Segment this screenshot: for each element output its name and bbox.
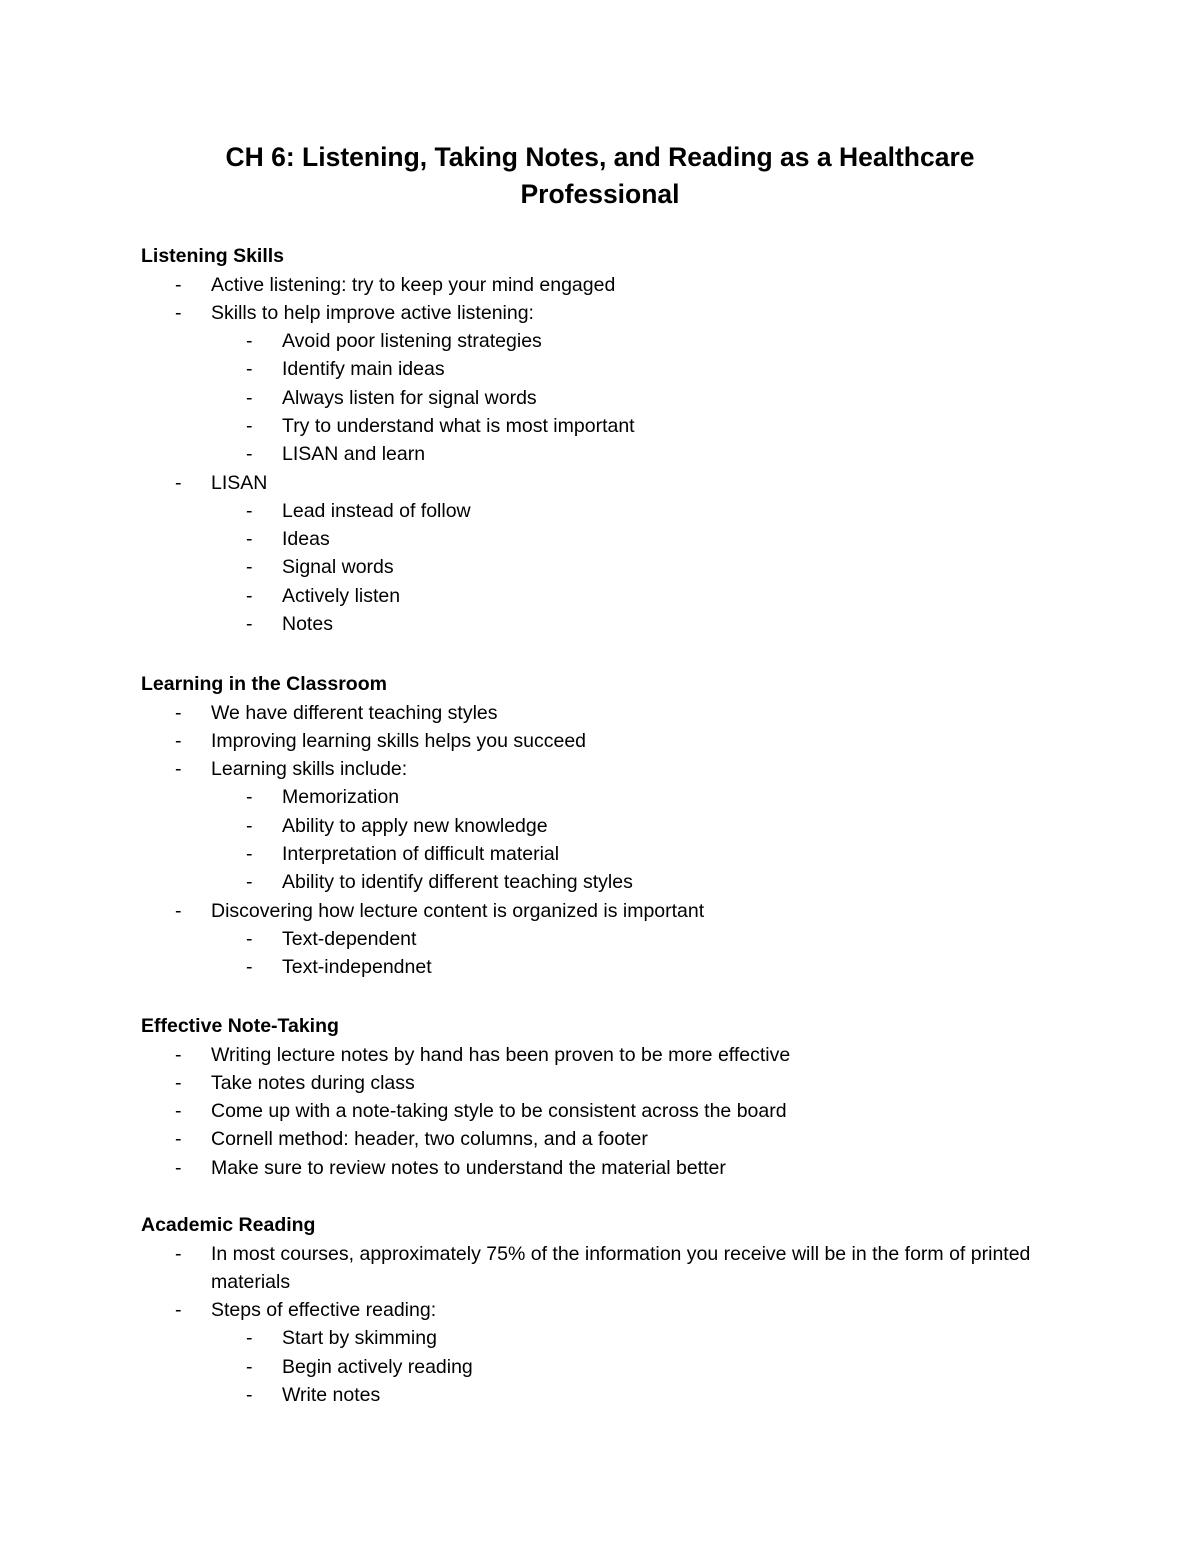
bullet-dash: - <box>175 471 182 494</box>
list-item <box>141 1041 1101 1069</box>
section-academic-reading <box>141 1211 1101 1409</box>
list-item-text: Signal words <box>282 556 394 579</box>
list-subitem <box>141 582 1101 610</box>
list-item-text: Steps of effective reading: <box>211 1299 437 1322</box>
list-subitem <box>141 440 1101 468</box>
list-subitem <box>141 553 1101 581</box>
list-item-text: Ability to apply new knowledge <box>282 814 548 837</box>
list-subitem <box>141 384 1101 412</box>
bullet-dash: - <box>246 330 253 353</box>
bullet-dash: - <box>246 386 253 409</box>
list-item <box>141 897 1101 925</box>
list-subitem <box>141 812 1101 840</box>
list-item <box>141 299 1101 327</box>
list-item-text: Text-dependent <box>282 927 417 950</box>
page-title-line-2: Professional <box>520 178 680 209</box>
list-item <box>141 271 1101 299</box>
list-item-text: Improving learning skills helps you succeed <box>211 729 587 752</box>
list-item-text: Cornell method: header, two columns, and a footer <box>211 1128 648 1151</box>
list-item-text: Take notes during class <box>211 1071 415 1094</box>
bullet-dash: - <box>246 1383 253 1406</box>
bullet-dash: - <box>175 1100 182 1123</box>
list-item-text: Ideas <box>282 528 330 551</box>
bullet-dash: - <box>246 528 253 551</box>
list-subitem <box>141 355 1101 383</box>
bullet-dash: - <box>246 927 253 950</box>
list-subitem <box>141 783 1101 811</box>
list-item-text: Begin actively reading <box>282 1355 473 1378</box>
section-heading: Learning in the Classroom <box>141 673 387 695</box>
list-item-text: Make sure to review notes to understand the material better <box>211 1156 726 1179</box>
list-item-text: Lead instead of follow <box>282 499 471 522</box>
list-subitem <box>141 1324 1101 1352</box>
list-item <box>141 755 1101 783</box>
list-item <box>141 1240 1101 1297</box>
list-subitem <box>141 1353 1101 1381</box>
list-subitem <box>141 610 1101 638</box>
list-item <box>141 727 1101 755</box>
bullet-dash: - <box>175 899 182 922</box>
list-subitem <box>141 525 1101 553</box>
bullet-dash: - <box>246 786 253 809</box>
list-item-text: Text-independnet <box>282 956 432 979</box>
bullet-dash: - <box>246 814 253 837</box>
bullet-dash: - <box>246 1355 253 1378</box>
bullet-dash: - <box>246 842 253 865</box>
section-heading: Listening Skills <box>141 245 285 267</box>
list-subitem <box>141 327 1101 355</box>
section-heading: Effective Note-Taking <box>141 1015 339 1037</box>
section-heading: Academic Reading <box>141 1214 316 1236</box>
page-title-line-1: CH 6: Listening, Taking Notes, and Reading as a Healthcare <box>225 142 975 172</box>
list-item-text: Active listening: try to keep your mind engaged <box>211 273 616 296</box>
bullet-dash: - <box>175 1156 182 1179</box>
bullet-dash: - <box>175 729 182 752</box>
bullet-dash: - <box>246 956 253 979</box>
list-item <box>141 1125 1101 1153</box>
page-title <box>100 139 1100 212</box>
bullet-dash: - <box>175 701 182 724</box>
bullet-dash: - <box>175 1299 182 1322</box>
list-subitem <box>141 1381 1101 1409</box>
list-item-text: Write notes <box>282 1383 381 1406</box>
bullet-dash: - <box>246 358 253 381</box>
bullet-dash: - <box>246 443 253 466</box>
list-subitem <box>141 840 1101 868</box>
list-item-text: LISAN and learn <box>282 443 426 466</box>
list-item <box>141 1069 1101 1097</box>
bullet-dash: - <box>246 871 253 894</box>
list-item-text: Avoid poor listening strategies <box>282 330 542 353</box>
list-item-text: LISAN <box>211 471 268 494</box>
list-item-text: Try to understand what is most important <box>282 414 635 437</box>
section-effective-note-taking <box>141 1012 1101 1182</box>
list-item-text: Actively listen <box>282 584 401 607</box>
list-item-text: Writing lecture notes by hand has been proven to be more effective <box>211 1043 791 1066</box>
list-item-text: Identify main ideas <box>282 358 445 381</box>
list-subitem <box>141 925 1101 953</box>
bullet-dash: - <box>175 1043 182 1066</box>
list-item-text: Start by skimming <box>282 1327 437 1350</box>
bullet-dash: - <box>246 414 253 437</box>
list-item-text: Discovering how lecture content is organized is important <box>211 899 705 922</box>
bullet-dash: - <box>246 499 253 522</box>
bullet-dash: - <box>175 273 182 296</box>
bullet-dash: - <box>246 1327 253 1350</box>
list-item-text: Interpretation of difficult material <box>282 842 560 865</box>
list-item-text: Memorization <box>282 786 400 809</box>
bullet-dash: - <box>175 1071 182 1094</box>
section-learning-in-the-classroom <box>141 670 1101 981</box>
bullet-dash: - <box>246 613 253 636</box>
list-subitem <box>141 953 1101 981</box>
bullet-dash: - <box>246 556 253 579</box>
list-item-text: Ability to identify different teaching styles <box>282 871 633 894</box>
list-item-text: Always listen for signal words <box>282 386 537 409</box>
list-item-text: We have different teaching styles <box>211 701 498 724</box>
list-item-text: Come up with a note-taking style to be consistent across the board <box>211 1100 787 1123</box>
list-item <box>141 1154 1101 1182</box>
list-subitem <box>141 868 1101 896</box>
list-subitem <box>141 412 1101 440</box>
list-item-text: Skills to help improve active listening: <box>211 301 534 324</box>
list-item-text: In most courses, approximately 75% of the information you receive will be in the form of printed materials <box>211 1242 1031 1293</box>
list-item <box>141 1296 1101 1324</box>
bullet-dash: - <box>175 301 182 324</box>
bullet-dash: - <box>175 1242 182 1265</box>
list-item <box>141 1097 1101 1125</box>
list-item <box>141 469 1101 497</box>
list-item-text: Learning skills include: <box>211 758 408 781</box>
list-item <box>141 699 1101 727</box>
section-listening-skills <box>141 242 1101 638</box>
list-item-text: Notes <box>282 613 333 636</box>
bullet-dash: - <box>175 1128 182 1151</box>
list-subitem <box>141 497 1101 525</box>
bullet-dash: - <box>246 584 253 607</box>
bullet-dash: - <box>175 758 182 781</box>
